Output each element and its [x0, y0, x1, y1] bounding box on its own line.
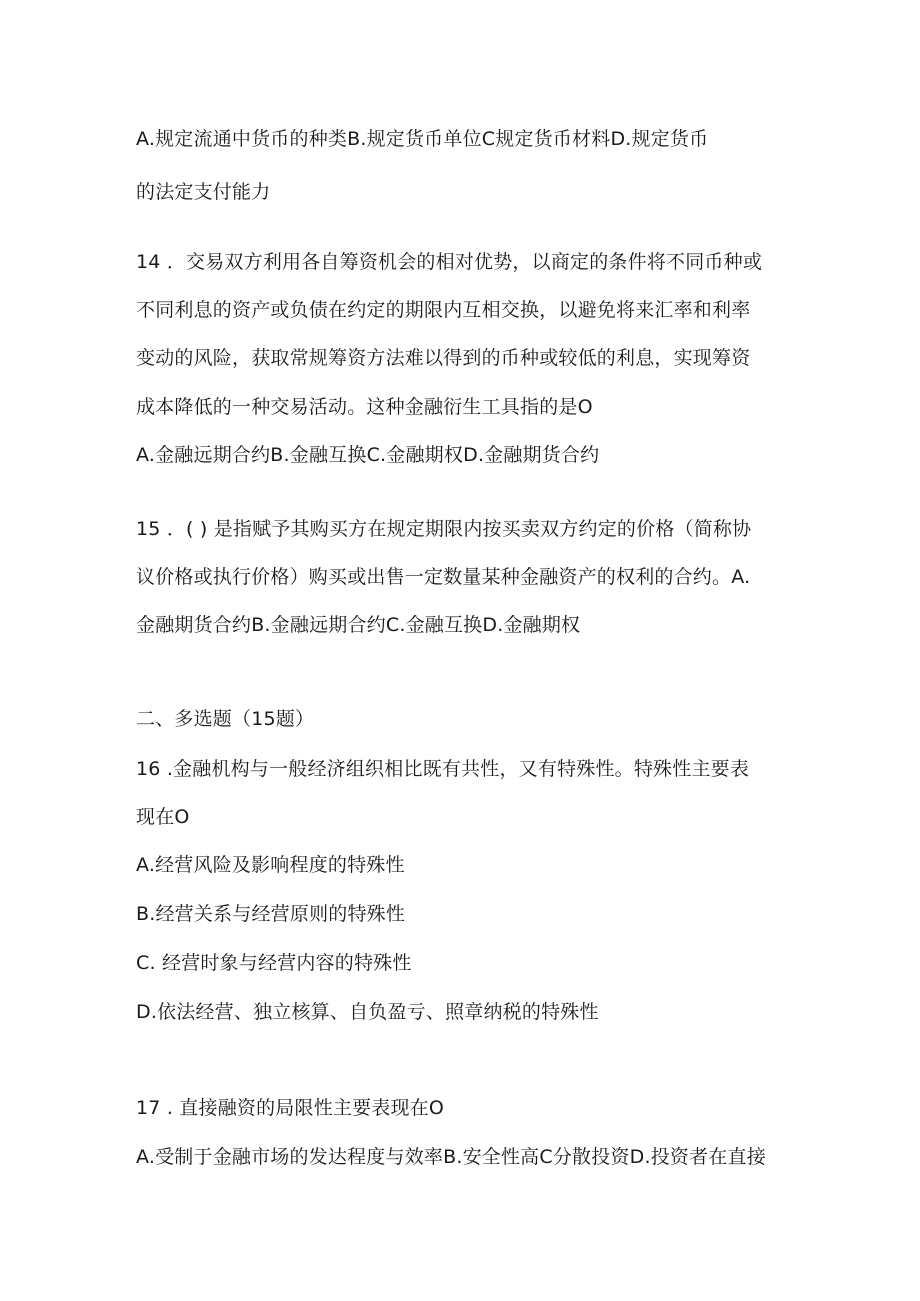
q17-options: A.受制于金融市场的发达程度与效率B.安全性高C分散投资D.投资者在直接	[136, 1146, 766, 1168]
q16-option-b: B.经营关系与经营原则的特殊性	[136, 903, 406, 925]
q16-option-c: C. 经营时象与经营内容的特殊性	[136, 952, 412, 974]
q13-options-line-2: 的法定支付能力	[136, 181, 271, 203]
q14-text-line-2: 不同利息的资产或负债在约定的期限内互相交换，以避免将来汇率和利率	[136, 299, 751, 321]
q15-text-line-1: 15 ．( ) 是指赋予其购买方在规定期限内按买卖双方约定的价格（简称协	[136, 518, 752, 540]
q13-options-line-1: A.规定流通中货币的种类B.规定货币单位C规定货币材料D.规定货币	[136, 128, 709, 150]
q14-text-line-4: 成本降低的一种交易活动。这种金融衍生工具指的是O	[136, 396, 593, 418]
q16-option-d: D.依法经营、独立核算、自负盈亏、照章纳税的特殊性	[136, 1001, 599, 1023]
q14-options: A.金融远期合约B.金融互换C.金融期权D.金融期货合约	[136, 444, 600, 466]
q16-text-line-1: 16 .金融机构与一般经济组织相比既有共性，又有特殊性。特殊性主要表	[136, 758, 750, 780]
q16-option-a: A.经营风险及影响程度的特殊性	[136, 854, 405, 876]
q15-text-line-2: 议价格或执行价格）购买或出售一定数量某种金融资产的权利的合约。A.	[136, 566, 751, 588]
q15-options: 金融期货合约B.金融远期合约C.金融互换D.金融期权	[136, 614, 581, 636]
q14-text-line-1: 14 ．交易双方利用各自筹资机会的相对优势，以商定的条件将不同币种或	[136, 251, 763, 273]
q14-text-line-3: 变动的风险，获取常规筹资方法难以得到的币种或较低的利息，实现筹资	[136, 347, 751, 369]
q17-text: 17 . 直接融资的局限性主要表现在O	[136, 1097, 445, 1119]
section-heading-multiple-choice: 二、多选题（15题）	[136, 708, 315, 730]
q16-text-line-2: 现在O	[136, 806, 190, 828]
